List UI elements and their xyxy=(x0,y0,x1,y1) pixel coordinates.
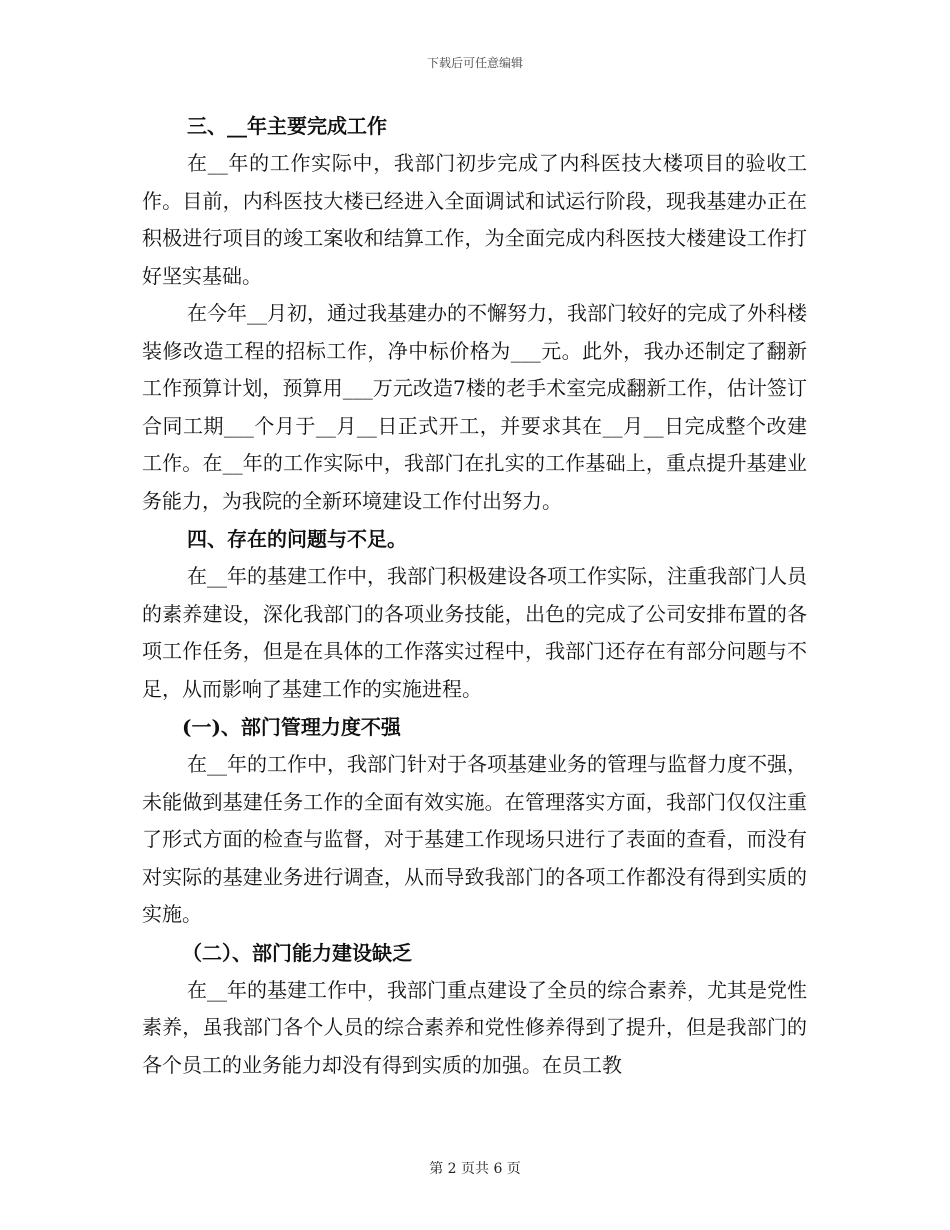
paragraph: 在__年的工作实际中，我部门初步完成了内科医技大楼项目的验收工作。目前，内科医技大楼已经进入全面调试和试运行阶段，现我基建办正在积极进行项目的竣工案收和结算工作，为全面完成内科医技大楼建设工作打好坚实基础。 xyxy=(142,151,807,288)
page-number: 第 2 页共 6 页 xyxy=(429,1161,521,1177)
paragraph: 在__年的工作中，我部门针对于各项基建业务的管理与监督力度不强，未能做到基建任务工作的全面有效实施。在管理落实方面，我部门仅仅注重了形式方面的检查与监督，对于基建工作现场只进行了表面的查看，而没有对实际的基建业务进行调查，从而导致我部门的各项工作都没有得到实质的实施。 xyxy=(142,752,807,926)
page-header-note: 下载后可任意编辑 xyxy=(426,56,523,70)
paragraph: 在今年__月初，通过我基建办的不懈努力，我部门较好的完成了外科楼装修改造工程的招标工作，净中标价格为___元。此外，我办还制定了翻新工作预算计划，预算用___万元改造7楼的老手术室完成翻新工作，估计签订合同工期___个月于__月__日正式开工，并要求其在__月__日完成整个改建工作。在__年的工作实际中，我部门在扎实的工作基础上，重点提升基建业务能力，为我院的全新环境建设工作付出努力。 xyxy=(142,301,807,513)
section-heading: 四、存在的问题与不足。 xyxy=(187,527,407,551)
subsection-heading: (一)、部门管理力度不强 xyxy=(182,715,401,739)
subsection-heading: （二）、部门能力建设缺乏 xyxy=(182,940,412,965)
paragraph: 在__年的基建工作中，我部门积极建设各项工作实际，注重我部门人员的素养建设，深化我部门的各项业务技能，出色的完成了公司安排布置的各项工作任务，但是在具体的工作落实过程中，我部门还存在有部分问题与不足，从而影响了基建工作的实施进程。 xyxy=(142,564,807,701)
section-heading: 三、__年主要完成工作 xyxy=(187,114,387,138)
document-body xyxy=(142,107,807,1084)
paragraph: 在__年的基建工作中，我部门重点建设了全员的综合素养，尤其是党性素养，虽我部门各个人员的综合素养和党性修养得到了提升，但是我部门的各个员工的业务能力却没有得到实质的加强。在员工教 xyxy=(142,977,807,1077)
